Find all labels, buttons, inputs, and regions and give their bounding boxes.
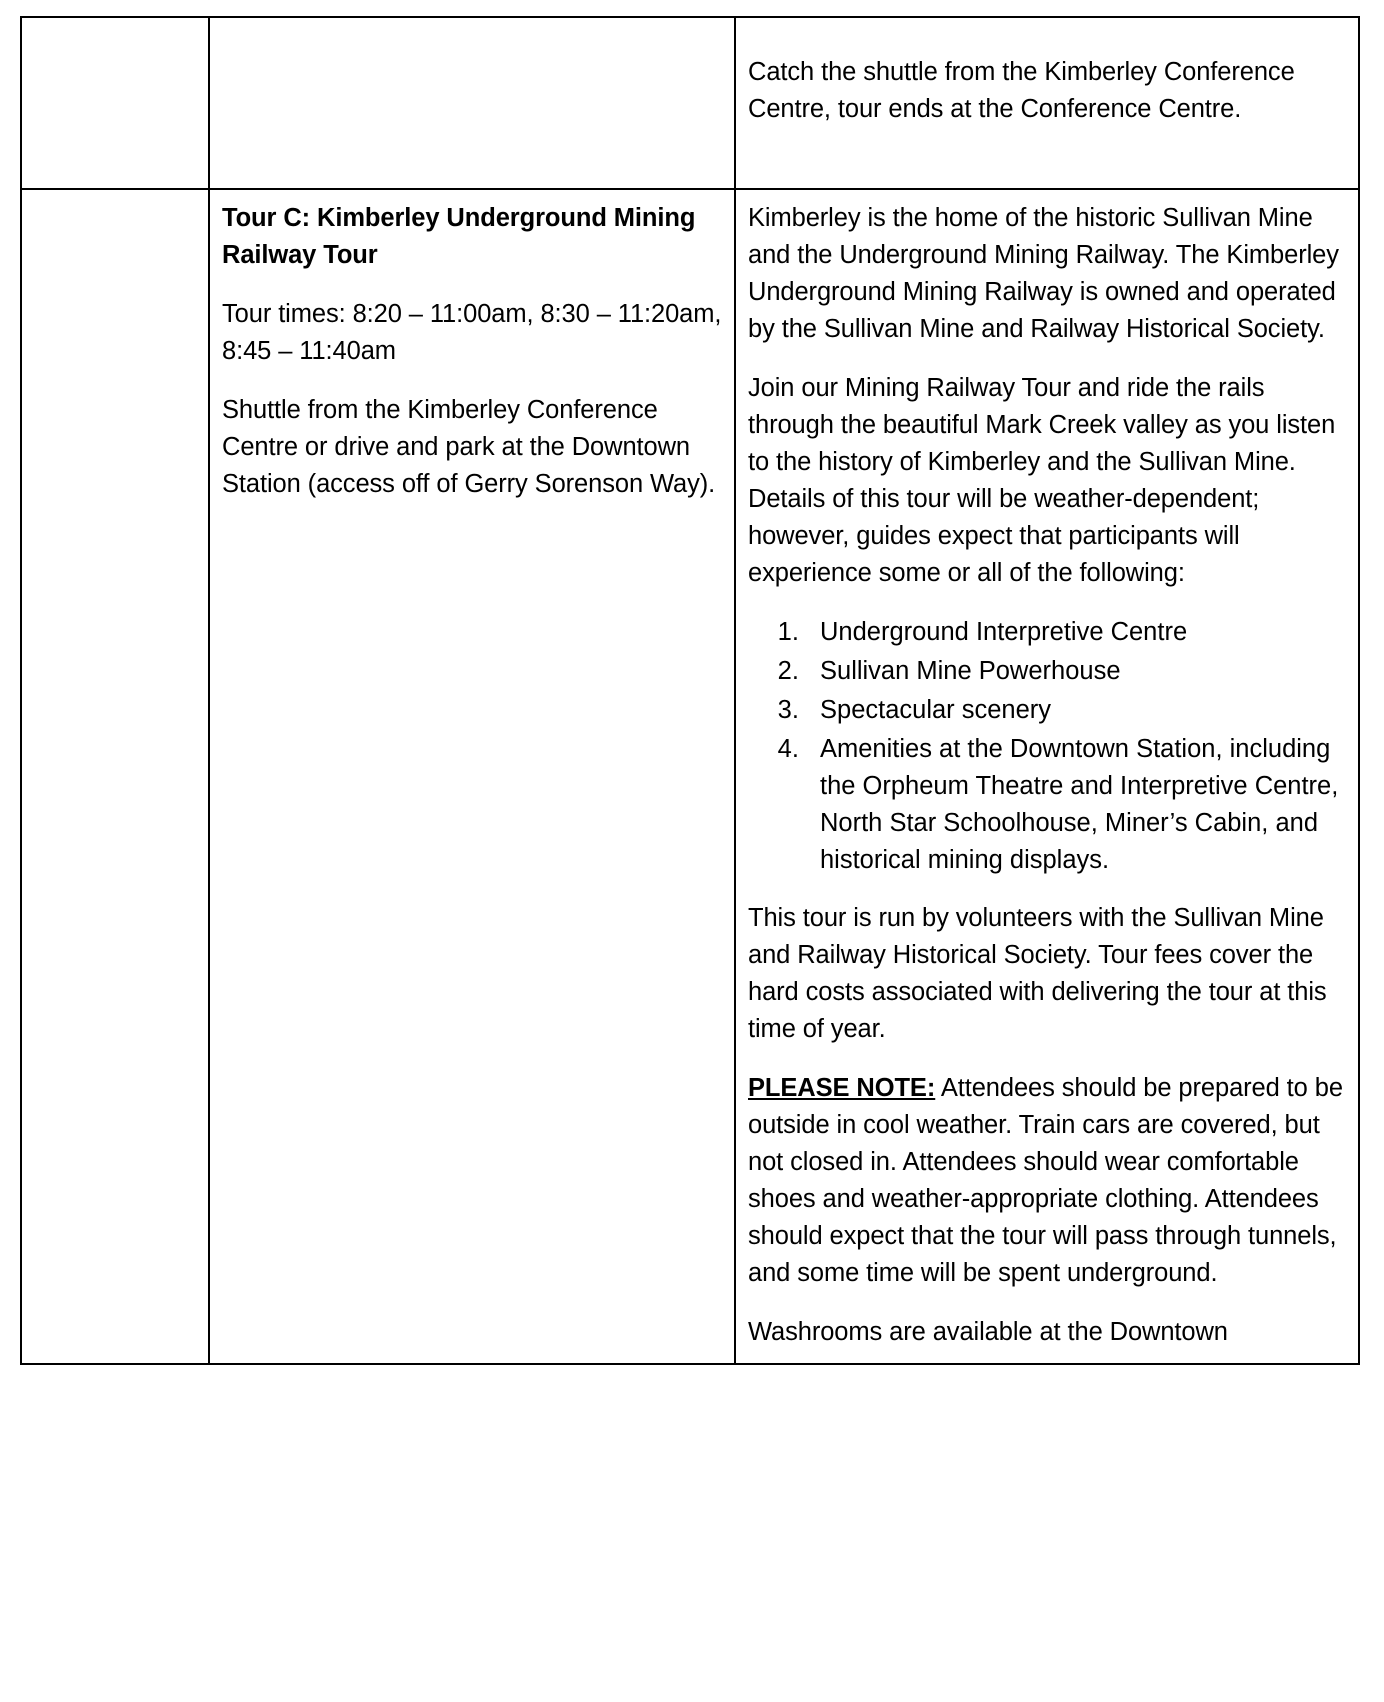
list-item: 2. Sullivan Mine Powerhouse [806, 653, 1348, 690]
washrooms-paragraph: Washrooms are available at the Downtown [748, 1318, 1228, 1347]
please-note-body: Attendees should be prepared to be outside in cool weather. Train cars are covered, but not closed in. Attendees should wear comfortable shoes and weather-appropriate clothing. Attendees should expect that the tour will pass through tunnels, and some time will be spent underground. [748, 1074, 1343, 1288]
table-row [21, 189, 1359, 1364]
tour-c-times: Tour times: 8:20 – 11:00am, 8:30 – 11:20am, 8:45 – 11:40am [222, 299, 722, 365]
list-item: 4. Amenities at the Downtown Station, including the Orpheum Theatre and Interpretive Centre, North Star Schoolhouse, Miner’s Cabin, and historical mining displays. [806, 731, 1348, 879]
shuttle-instructions-paragraph: Catch the shuttle from the Kimberley Conference Centre, tour ends at the Conference Centre. [748, 58, 1295, 123]
please-note-label: PLEASE NOTE: [748, 1074, 936, 1103]
tour-c-heading: Tour C: Kimberley Underground Mining Railway Tour [222, 204, 696, 269]
row1-details-content [210, 18, 734, 40]
list-item: 3. Spectacular scenery [806, 692, 1348, 729]
kimberley-history-paragraph: Kimberley is the home of the historic Sullivan Mine and the Underground Mining Railway. The Kimberley Underground Mining Railway is owned and operated by the Sullivan Mine and Railway Historical Society. [748, 204, 1339, 343]
row1-cell-description [735, 17, 1359, 189]
row1-cell-label [21, 17, 209, 189]
row2-label-content [22, 190, 208, 212]
table-row [21, 17, 1359, 189]
row1-label-content [22, 18, 208, 40]
tour-c-shuttle-parking: Shuttle from the Kimberley Conference Centre or drive and park at the Downtown Station (access off of Gerry Sorenson Way). [222, 395, 716, 498]
row2-cell-details [209, 189, 735, 1364]
list-item: 1. Underground Interpretive Centre [806, 614, 1348, 651]
tour-c-description [736, 190, 1358, 1363]
please-note-paragraph [748, 1070, 1348, 1292]
volunteers-paragraph: This tour is run by volunteers with the Sullivan Mine and Railway Historical Society. Tour fees cover the hard costs associated with delivering the tour at this time of year. [748, 904, 1327, 1044]
row2-cell-description [735, 189, 1359, 1364]
tour-highlights-list [748, 614, 1348, 879]
tour-overview-paragraph: Join our Mining Railway Tour and ride the rails through the beautiful Mark Creek valley as you listen to the history of Kimberley and the Sullivan Mine. Details of this tour will be weather-dependent; however, guides expect that participants will experience some or all of the following: [748, 373, 1336, 587]
row1-description-content [736, 18, 1358, 140]
row2-cell-label [21, 189, 209, 1364]
row1-cell-details [209, 17, 735, 189]
tour-c-details [210, 190, 734, 515]
tour-schedule-table [20, 16, 1360, 1365]
